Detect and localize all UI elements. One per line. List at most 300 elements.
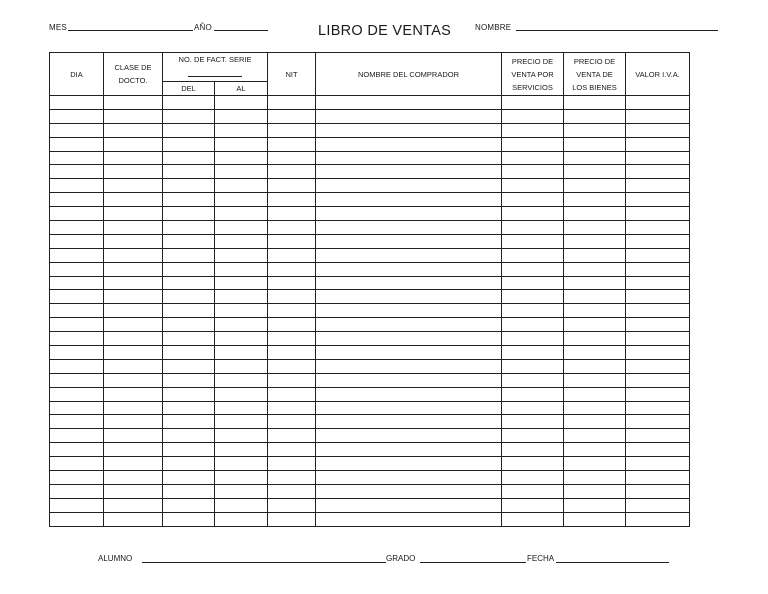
cell-servicios[interactable] (502, 290, 564, 304)
cell-nombre[interactable] (316, 109, 502, 123)
cell-nombre[interactable] (316, 429, 502, 443)
cell-servicios[interactable] (502, 471, 564, 485)
table-row (50, 123, 690, 137)
cell-servicios[interactable] (502, 498, 564, 512)
table-row (50, 457, 690, 471)
cell-bienes[interactable] (564, 123, 626, 137)
cell-bienes[interactable] (564, 512, 626, 526)
cell-al[interactable] (215, 290, 268, 304)
cell-nombre[interactable] (316, 498, 502, 512)
cell-al[interactable] (215, 484, 268, 498)
cell-nombre[interactable] (316, 276, 502, 290)
cell-bienes[interactable] (564, 207, 626, 221)
cell-nit[interactable] (268, 304, 316, 318)
cell-nit[interactable] (268, 484, 316, 498)
cell-del[interactable] (163, 318, 215, 332)
cell-del[interactable] (163, 415, 215, 429)
nombre-label: NOMBRE (475, 23, 512, 32)
cell-del[interactable] (163, 151, 215, 165)
cell-iva[interactable] (626, 290, 690, 304)
cell-dia[interactable] (50, 457, 104, 471)
cell-bienes[interactable] (564, 443, 626, 457)
cell-nit[interactable] (268, 359, 316, 373)
cell-nit[interactable] (268, 234, 316, 248)
cell-al[interactable] (215, 234, 268, 248)
cell-nombre[interactable] (316, 457, 502, 471)
cell-bienes[interactable] (564, 262, 626, 276)
col-iva-header: VALOR I.V.A. (626, 53, 690, 96)
cell-nit[interactable] (268, 290, 316, 304)
cell-clase[interactable] (104, 346, 163, 360)
cell-nit[interactable] (268, 429, 316, 443)
alumno-field[interactable] (142, 562, 386, 563)
cell-bienes[interactable] (564, 346, 626, 360)
cell-bienes[interactable] (564, 387, 626, 401)
cell-al[interactable] (215, 193, 268, 207)
col-bienes-line1: PRECIO DE (573, 56, 616, 66)
cell-bienes[interactable] (564, 165, 626, 179)
cell-al[interactable] (215, 96, 268, 110)
cell-nit[interactable] (268, 193, 316, 207)
cell-clase[interactable] (104, 471, 163, 485)
cell-iva[interactable] (626, 512, 690, 526)
cell-iva[interactable] (626, 415, 690, 429)
cell-bienes[interactable] (564, 415, 626, 429)
cell-iva[interactable] (626, 234, 690, 248)
cell-nombre[interactable] (316, 387, 502, 401)
cell-iva[interactable] (626, 332, 690, 346)
cell-nit[interactable] (268, 346, 316, 360)
cell-servicios[interactable] (502, 262, 564, 276)
cell-bienes[interactable] (564, 318, 626, 332)
table-row (50, 346, 690, 360)
cell-clase[interactable] (104, 109, 163, 123)
cell-bienes[interactable] (564, 221, 626, 235)
cell-bienes[interactable] (564, 401, 626, 415)
cell-servicios[interactable] (502, 207, 564, 221)
cell-iva[interactable] (626, 373, 690, 387)
cell-iva[interactable] (626, 262, 690, 276)
cell-servicios[interactable] (502, 429, 564, 443)
cell-del[interactable] (163, 123, 215, 137)
cell-iva[interactable] (626, 498, 690, 512)
cell-nit[interactable] (268, 471, 316, 485)
cell-nit[interactable] (268, 179, 316, 193)
cell-nit[interactable] (268, 165, 316, 179)
cell-del[interactable] (163, 193, 215, 207)
cell-nombre[interactable] (316, 123, 502, 137)
cell-servicios[interactable] (502, 234, 564, 248)
cell-clase[interactable] (104, 207, 163, 221)
cell-nit[interactable] (268, 373, 316, 387)
cell-servicios[interactable] (502, 457, 564, 471)
cell-nit[interactable] (268, 221, 316, 235)
cell-clase[interactable] (104, 401, 163, 415)
cell-del[interactable] (163, 484, 215, 498)
table-row (50, 179, 690, 193)
cell-dia[interactable] (50, 498, 104, 512)
cell-al[interactable] (215, 137, 268, 151)
cell-clase[interactable] (104, 151, 163, 165)
cell-nombre[interactable] (316, 179, 502, 193)
cell-del[interactable] (163, 137, 215, 151)
cell-clase[interactable] (104, 318, 163, 332)
cell-iva[interactable] (626, 457, 690, 471)
cell-iva[interactable] (626, 137, 690, 151)
cell-dia[interactable] (50, 165, 104, 179)
cell-nit[interactable] (268, 318, 316, 332)
cell-clase[interactable] (104, 498, 163, 512)
cell-servicios[interactable] (502, 359, 564, 373)
cell-al[interactable] (215, 373, 268, 387)
cell-clase[interactable] (104, 221, 163, 235)
cell-del[interactable] (163, 262, 215, 276)
cell-nombre[interactable] (316, 512, 502, 526)
cell-nit[interactable] (268, 512, 316, 526)
cell-del[interactable] (163, 373, 215, 387)
cell-nit[interactable] (268, 415, 316, 429)
cell-servicios[interactable] (502, 373, 564, 387)
cell-dia[interactable] (50, 443, 104, 457)
cell-nit[interactable] (268, 207, 316, 221)
cell-al[interactable] (215, 429, 268, 443)
cell-servicios[interactable] (502, 346, 564, 360)
cell-iva[interactable] (626, 248, 690, 262)
cell-iva[interactable] (626, 484, 690, 498)
cell-dia[interactable] (50, 484, 104, 498)
cell-servicios[interactable] (502, 193, 564, 207)
cell-al[interactable] (215, 221, 268, 235)
cell-clase[interactable] (104, 512, 163, 526)
cell-dia[interactable] (50, 151, 104, 165)
cell-bienes[interactable] (564, 96, 626, 110)
cell-servicios[interactable] (502, 165, 564, 179)
cell-al[interactable] (215, 498, 268, 512)
cell-nit[interactable] (268, 332, 316, 346)
cell-servicios[interactable] (502, 484, 564, 498)
fecha-label: FECHA (527, 554, 555, 563)
cell-nit[interactable] (268, 109, 316, 123)
cell-del[interactable] (163, 207, 215, 221)
cell-bienes[interactable] (564, 429, 626, 443)
cell-bienes[interactable] (564, 359, 626, 373)
cell-del[interactable] (163, 401, 215, 415)
cell-nombre[interactable] (316, 248, 502, 262)
cell-dia[interactable] (50, 193, 104, 207)
cell-nombre[interactable] (316, 165, 502, 179)
cell-bienes[interactable] (564, 457, 626, 471)
cell-iva[interactable] (626, 304, 690, 318)
cell-dia[interactable] (50, 290, 104, 304)
table-row (50, 234, 690, 248)
cell-servicios[interactable] (502, 248, 564, 262)
cell-del[interactable] (163, 234, 215, 248)
cell-del[interactable] (163, 471, 215, 485)
cell-al[interactable] (215, 207, 268, 221)
cell-clase[interactable] (104, 123, 163, 137)
cell-al[interactable] (215, 262, 268, 276)
cell-bienes[interactable] (564, 151, 626, 165)
cell-nombre[interactable] (316, 234, 502, 248)
cell-dia[interactable] (50, 373, 104, 387)
cell-bienes[interactable] (564, 484, 626, 498)
cell-nombre[interactable] (316, 373, 502, 387)
cell-nombre[interactable] (316, 207, 502, 221)
cell-servicios[interactable] (502, 109, 564, 123)
cell-bienes[interactable] (564, 248, 626, 262)
cell-iva[interactable] (626, 443, 690, 457)
cell-dia[interactable] (50, 387, 104, 401)
nombre-field[interactable] (516, 30, 718, 31)
cell-nit[interactable] (268, 387, 316, 401)
cell-clase[interactable] (104, 457, 163, 471)
cell-al[interactable] (215, 248, 268, 262)
cell-al[interactable] (215, 123, 268, 137)
cell-al[interactable] (215, 359, 268, 373)
cell-nit[interactable] (268, 498, 316, 512)
cell-al[interactable] (215, 457, 268, 471)
cell-iva[interactable] (626, 387, 690, 401)
fecha-field[interactable] (556, 562, 669, 563)
cell-dia[interactable] (50, 401, 104, 415)
cell-servicios[interactable] (502, 387, 564, 401)
cell-del[interactable] (163, 276, 215, 290)
cell-al[interactable] (215, 332, 268, 346)
cell-al[interactable] (215, 276, 268, 290)
cell-del[interactable] (163, 165, 215, 179)
cell-dia[interactable] (50, 96, 104, 110)
cell-clase[interactable] (104, 373, 163, 387)
cell-clase[interactable] (104, 248, 163, 262)
cell-dia[interactable] (50, 276, 104, 290)
cell-iva[interactable] (626, 179, 690, 193)
cell-iva[interactable] (626, 165, 690, 179)
cell-bienes[interactable] (564, 373, 626, 387)
cell-clase[interactable] (104, 429, 163, 443)
cell-bienes[interactable] (564, 471, 626, 485)
cell-del[interactable] (163, 387, 215, 401)
cell-bienes[interactable] (564, 137, 626, 151)
cell-dia[interactable] (50, 248, 104, 262)
cell-del[interactable] (163, 304, 215, 318)
cell-nombre[interactable] (316, 137, 502, 151)
cell-bienes[interactable] (564, 193, 626, 207)
cell-nit[interactable] (268, 123, 316, 137)
cell-al[interactable] (215, 318, 268, 332)
cell-nombre[interactable] (316, 318, 502, 332)
anio-field[interactable] (214, 30, 268, 31)
cell-servicios[interactable] (502, 318, 564, 332)
cell-clase[interactable] (104, 276, 163, 290)
cell-servicios[interactable] (502, 96, 564, 110)
cell-dia[interactable] (50, 332, 104, 346)
cell-dia[interactable] (50, 262, 104, 276)
cell-iva[interactable] (626, 123, 690, 137)
cell-al[interactable] (215, 512, 268, 526)
cell-del[interactable] (163, 248, 215, 262)
cell-iva[interactable] (626, 429, 690, 443)
cell-dia[interactable] (50, 179, 104, 193)
cell-nombre[interactable] (316, 193, 502, 207)
cell-nombre[interactable] (316, 262, 502, 276)
ledger-body (50, 96, 690, 527)
cell-servicios[interactable] (502, 415, 564, 429)
cell-nit[interactable] (268, 151, 316, 165)
cell-iva[interactable] (626, 401, 690, 415)
table-row (50, 290, 690, 304)
cell-clase[interactable] (104, 234, 163, 248)
cell-clase[interactable] (104, 304, 163, 318)
cell-al[interactable] (215, 304, 268, 318)
cell-servicios[interactable] (502, 401, 564, 415)
cell-nombre[interactable] (316, 151, 502, 165)
cell-nombre[interactable] (316, 304, 502, 318)
cell-clase[interactable] (104, 359, 163, 373)
cell-nombre[interactable] (316, 346, 502, 360)
cell-al[interactable] (215, 109, 268, 123)
cell-nombre[interactable] (316, 415, 502, 429)
cell-dia[interactable] (50, 123, 104, 137)
cell-nit[interactable] (268, 276, 316, 290)
cell-nombre[interactable] (316, 401, 502, 415)
cell-clase[interactable] (104, 484, 163, 498)
cell-bienes[interactable] (564, 290, 626, 304)
cell-nit[interactable] (268, 96, 316, 110)
cell-bienes[interactable] (564, 304, 626, 318)
ledger-table (49, 52, 690, 527)
cell-nombre[interactable] (316, 221, 502, 235)
cell-dia[interactable] (50, 512, 104, 526)
cell-nit[interactable] (268, 457, 316, 471)
cell-iva[interactable] (626, 276, 690, 290)
cell-dia[interactable] (50, 318, 104, 332)
cell-clase[interactable] (104, 443, 163, 457)
table-row (50, 498, 690, 512)
cell-dia[interactable] (50, 221, 104, 235)
cell-dia[interactable] (50, 471, 104, 485)
cell-al[interactable] (215, 443, 268, 457)
cell-al[interactable] (215, 151, 268, 165)
cell-iva[interactable] (626, 193, 690, 207)
cell-bienes[interactable] (564, 276, 626, 290)
cell-del[interactable] (163, 346, 215, 360)
cell-iva[interactable] (626, 151, 690, 165)
cell-bienes[interactable] (564, 332, 626, 346)
cell-del[interactable] (163, 512, 215, 526)
col-nombre-header: NOMBRE DEL COMPRADOR (316, 53, 502, 96)
cell-servicios[interactable] (502, 151, 564, 165)
cell-bienes[interactable] (564, 498, 626, 512)
cell-nombre[interactable] (316, 471, 502, 485)
cell-del[interactable] (163, 443, 215, 457)
cell-clase[interactable] (104, 165, 163, 179)
cell-dia[interactable] (50, 207, 104, 221)
cell-dia[interactable] (50, 137, 104, 151)
table-row (50, 248, 690, 262)
cell-clase[interactable] (104, 179, 163, 193)
cell-servicios[interactable] (502, 221, 564, 235)
cell-clase[interactable] (104, 96, 163, 110)
cell-iva[interactable] (626, 109, 690, 123)
cell-servicios[interactable] (502, 179, 564, 193)
cell-del[interactable] (163, 498, 215, 512)
cell-nombre[interactable] (316, 290, 502, 304)
cell-iva[interactable] (626, 471, 690, 485)
cell-servicios[interactable] (502, 123, 564, 137)
cell-dia[interactable] (50, 429, 104, 443)
cell-dia[interactable] (50, 346, 104, 360)
cell-clase[interactable] (104, 137, 163, 151)
cell-del[interactable] (163, 332, 215, 346)
cell-del[interactable] (163, 290, 215, 304)
cell-servicios[interactable] (502, 332, 564, 346)
cell-nombre[interactable] (316, 484, 502, 498)
cell-al[interactable] (215, 471, 268, 485)
cell-servicios[interactable] (502, 443, 564, 457)
cell-clase[interactable] (104, 290, 163, 304)
cell-dia[interactable] (50, 359, 104, 373)
cell-al[interactable] (215, 179, 268, 193)
cell-del[interactable] (163, 179, 215, 193)
cell-del[interactable] (163, 109, 215, 123)
cell-al[interactable] (215, 415, 268, 429)
cell-al[interactable] (215, 165, 268, 179)
cell-clase[interactable] (104, 262, 163, 276)
cell-nit[interactable] (268, 401, 316, 415)
cell-servicios[interactable] (502, 276, 564, 290)
grado-field[interactable] (420, 562, 526, 563)
cell-iva[interactable] (626, 318, 690, 332)
cell-dia[interactable] (50, 234, 104, 248)
cell-iva[interactable] (626, 346, 690, 360)
cell-al[interactable] (215, 346, 268, 360)
cell-nombre[interactable] (316, 96, 502, 110)
cell-bienes[interactable] (564, 109, 626, 123)
cell-nit[interactable] (268, 248, 316, 262)
cell-bienes[interactable] (564, 234, 626, 248)
cell-servicios[interactable] (502, 304, 564, 318)
cell-iva[interactable] (626, 359, 690, 373)
cell-iva[interactable] (626, 207, 690, 221)
cell-nombre[interactable] (316, 443, 502, 457)
cell-clase[interactable] (104, 193, 163, 207)
cell-del[interactable] (163, 457, 215, 471)
cell-del[interactable] (163, 359, 215, 373)
mes-field[interactable] (68, 30, 193, 31)
cell-nombre[interactable] (316, 332, 502, 346)
cell-dia[interactable] (50, 109, 104, 123)
cell-dia[interactable] (50, 415, 104, 429)
cell-clase[interactable] (104, 387, 163, 401)
cell-del[interactable] (163, 429, 215, 443)
cell-del[interactable] (163, 221, 215, 235)
cell-clase[interactable] (104, 415, 163, 429)
cell-bienes[interactable] (564, 179, 626, 193)
cell-iva[interactable] (626, 221, 690, 235)
cell-nit[interactable] (268, 137, 316, 151)
cell-dia[interactable] (50, 304, 104, 318)
cell-al[interactable] (215, 401, 268, 415)
cell-servicios[interactable] (502, 512, 564, 526)
cell-nit[interactable] (268, 443, 316, 457)
cell-nit[interactable] (268, 262, 316, 276)
cell-servicios[interactable] (502, 137, 564, 151)
cell-nombre[interactable] (316, 359, 502, 373)
cell-clase[interactable] (104, 332, 163, 346)
cell-del[interactable] (163, 96, 215, 110)
cell-al[interactable] (215, 387, 268, 401)
cell-iva[interactable] (626, 96, 690, 110)
